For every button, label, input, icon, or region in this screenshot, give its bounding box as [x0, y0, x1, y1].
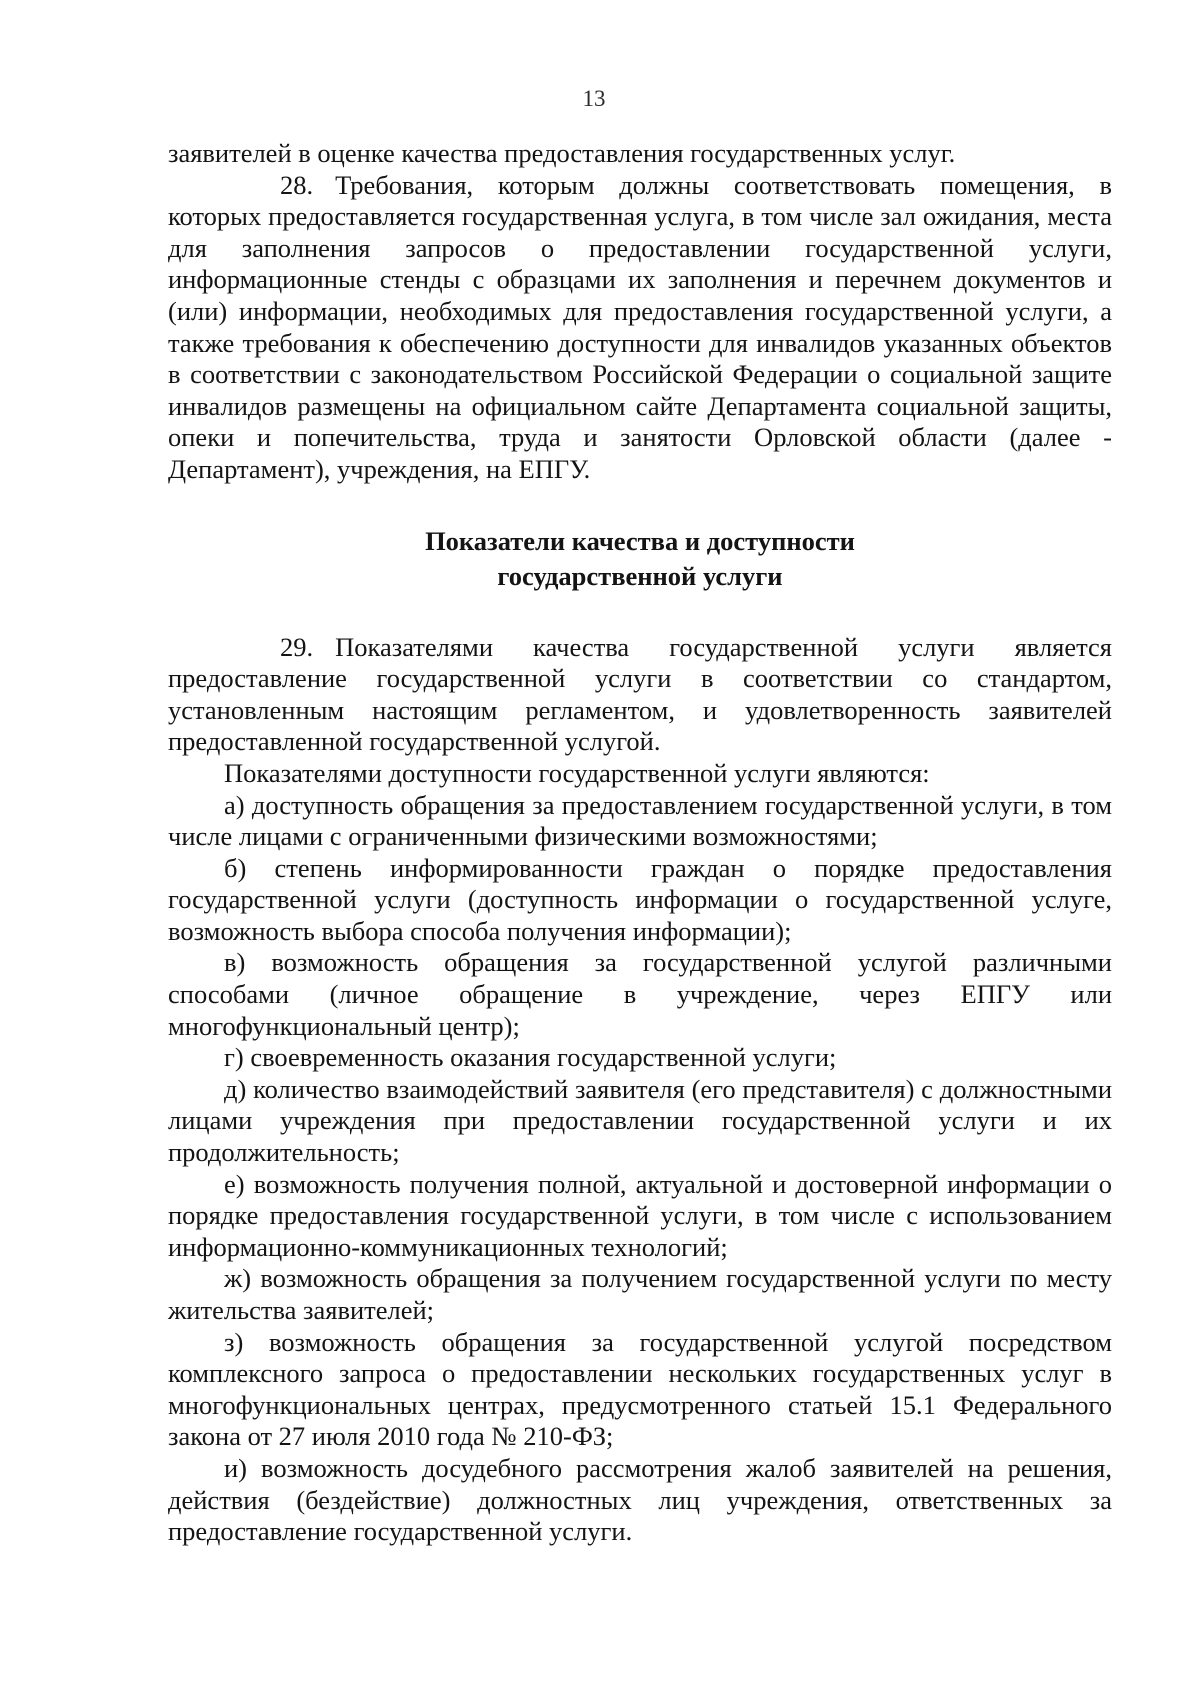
list-item-g: г) своевременность оказания государственной услуги; [224, 1042, 837, 1073]
list-item-z: з) возможность обращения за государственной услугой посредством комплексного запроса о предоставлении нескольких государственных услуг в многофункциональных центрах, предусмотренного статьей 15.1 Федерального закона от 27 июля 2010 года № 210-ФЗ; [168, 1326, 1112, 1452]
page-number: 13 [582, 86, 606, 111]
list-item-zh: ж) возможность обращения за получением государственной услуги по месту жительства заявителей; [168, 1263, 1112, 1325]
paragraph-text: Требования, которым должны соответствовать помещения, в которых предоставляется государственная услуга, в том числе зал ожидания, места для заполнения запросов о предоставлении государственной услуги, информационные стенды с образцами их заполнения и перечнем документов и (или) информации, необходимых для предоставления государственной услуги, а также требования к обеспечению доступности для инвалидов указанных объектов в соответствии с законодательством Российской Федерации о социальной защите инвалидов размещены на официальном сайте Департамента социальной защиты, опеки и попечительства, труда и занятости Орловской области (далее - Департамент), учреждения, на ЕПГУ. [168, 169, 1112, 484]
paragraph-continuation: заявителей в оценке качества предоставления государственных услуг. [168, 138, 956, 168]
list-item-i: и) возможность досудебного рассмотрения жалоб заявителей на решения, действия (бездействие) должностных лиц учреждения, ответственных за предоставление государственной услуги. [168, 1452, 1112, 1547]
list-item-v: в) возможность обращения за государственной услугой различными способами (личное обращение в учреждение, через ЕПГУ или многофункциональный центр); [168, 947, 1112, 1041]
accessibility-intro: Показателями доступности государственной услуги являются: [224, 757, 930, 788]
paragraph-text: Показателями качества государственной услуги является предоставление государственной услуги в соответствии со стандартом, установленным настоящим регламентом, и удовлетворенность заявителей предоставленной государственной услугой. [168, 631, 1112, 757]
document-body [168, 138, 1112, 1548]
section-heading-line-1: Показатели качества и доступности [425, 525, 855, 556]
paragraph-number: 28. [280, 169, 314, 200]
paragraph-28 [168, 170, 1112, 486]
paragraph-number: 29. [280, 631, 314, 662]
paragraph-29 [168, 632, 1112, 758]
section-heading [168, 524, 1112, 594]
list-item-a: а) доступность обращения за предоставлением государственной услуги, в том числе лицами с ограниченными физическими возможностями; [168, 789, 1112, 852]
list-item-b: б) степень информированности граждан о порядке предоставления государственной услуги (доступность информации о государственной услуге, возможность выбора способа получения информации); [168, 852, 1112, 946]
list-item-e: е) возможность получения полной, актуальной и достоверной информации о порядке предоставления государственной услуги, в том числе с использованием информационно-коммуникационных технологий; [168, 1168, 1112, 1262]
section-heading-line-2: государственной услуги [497, 560, 783, 591]
list-item-d: д) количество взаимодействий заявителя (его представителя) с должностными лицами учреждения при предоставлении государственной услуги и их продолжительность; [168, 1073, 1112, 1168]
